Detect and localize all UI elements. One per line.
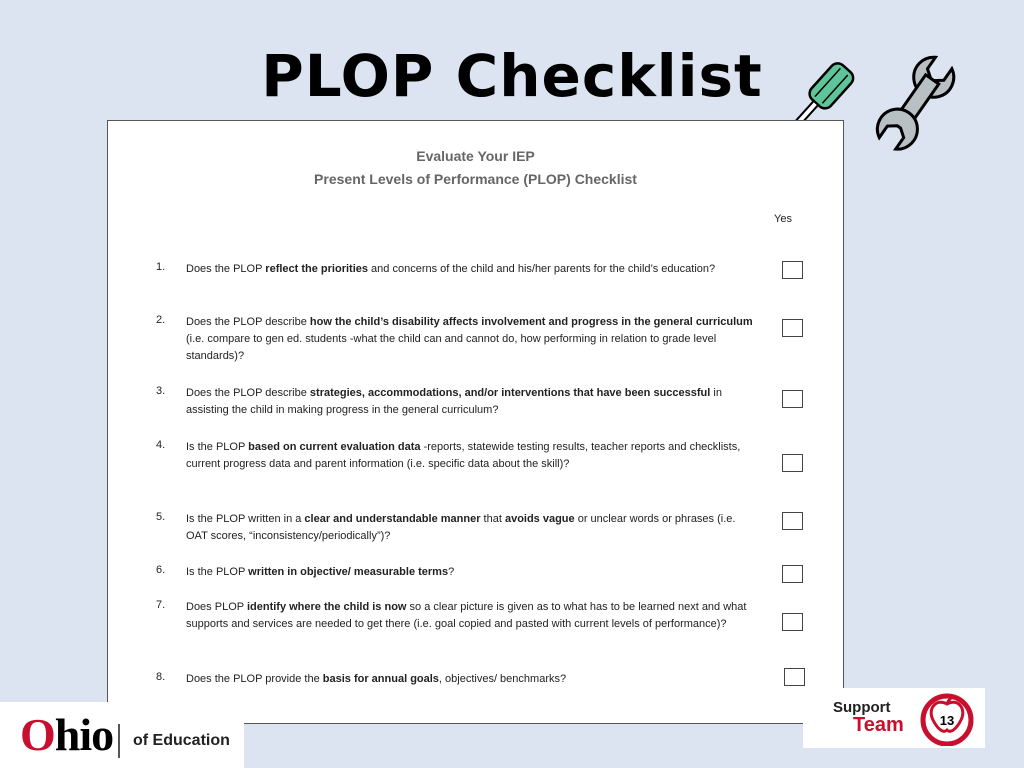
svg-text:13: 13: [939, 713, 955, 728]
yes-checkbox-1[interactable]: [782, 261, 803, 279]
item-number: 7.: [156, 599, 166, 611]
logo-divider: [118, 724, 120, 758]
item-number: 2.: [156, 314, 166, 326]
item-number: 5.: [156, 511, 166, 523]
item-text: Is the PLOP written in a clear and understandable manner that avoids vague or unclear words or phrases (i.e. OAT scores, “inconsistency/periodically”)?: [186, 513, 736, 542]
item-text: Does the PLOP describe strategies, accommodations, and/or interventions that have been successful in assisting the child in making progress in the general curriculum?: [186, 387, 722, 416]
item-text: Does the PLOP reflect the priorities and concerns of the child and his/her parents for the child’s education?: [186, 263, 716, 275]
yes-checkbox-3[interactable]: [782, 390, 803, 408]
checklist-document: [107, 120, 844, 724]
ohio-department-of-education-logo: [0, 702, 244, 768]
yes-column-header: Yes: [774, 213, 792, 225]
item-number: 3.: [156, 385, 166, 397]
item-number: 8.: [156, 671, 166, 683]
item-text: Is the PLOP based on current evaluation data -reports, statewide testing results, teacher reports and checklists, current progress data and parent information (i.e. specific data about the skill)?: [186, 441, 741, 470]
apple-icon: [919, 690, 975, 746]
ohio-logo-subtitle: of Education: [133, 732, 230, 749]
support-logo-line2: Team: [853, 714, 904, 736]
wrench-icon: [871, 52, 960, 155]
yes-checkbox-6[interactable]: [782, 565, 803, 583]
item-number: 1.: [156, 261, 166, 273]
document-subtitle: Present Levels of Performance (PLOP) Checklist: [314, 171, 637, 187]
yes-checkbox-7[interactable]: [782, 613, 803, 631]
item-number: 4.: [156, 439, 166, 451]
yes-checkbox-2[interactable]: [782, 319, 803, 337]
item-number: 6.: [156, 564, 166, 576]
state-support-team-logo: [803, 688, 985, 748]
yes-checkbox-5[interactable]: [782, 512, 803, 530]
ohio-wordmark: Ohio: [20, 709, 114, 760]
item-text: Is the PLOP written in objective/ measurable terms?: [186, 566, 455, 578]
yes-checkbox-8[interactable]: [784, 668, 805, 686]
item-text: Does the PLOP provide the basis for annual goals, objectives/ benchmarks?: [186, 673, 567, 685]
support-logo-line1: Support: [833, 699, 891, 716]
item-text: Does PLOP identify where the child is now so a clear picture is given as to what has to be learned next and what supports and services are needed to get there (i.e. goal copied and pasted with current levels of performance)?: [186, 601, 747, 630]
document-title: Evaluate Your IEP: [416, 148, 535, 164]
slide-title: PLOP Checklist: [261, 42, 763, 110]
yes-checkbox-4[interactable]: [782, 454, 803, 472]
item-text: Does the PLOP describe how the child’s disability affects involvement and progress in the general curriculum (i.e. compare to gen ed. students -what the child can and cannot do, how performing in relation to grade level standards)?: [186, 316, 753, 362]
